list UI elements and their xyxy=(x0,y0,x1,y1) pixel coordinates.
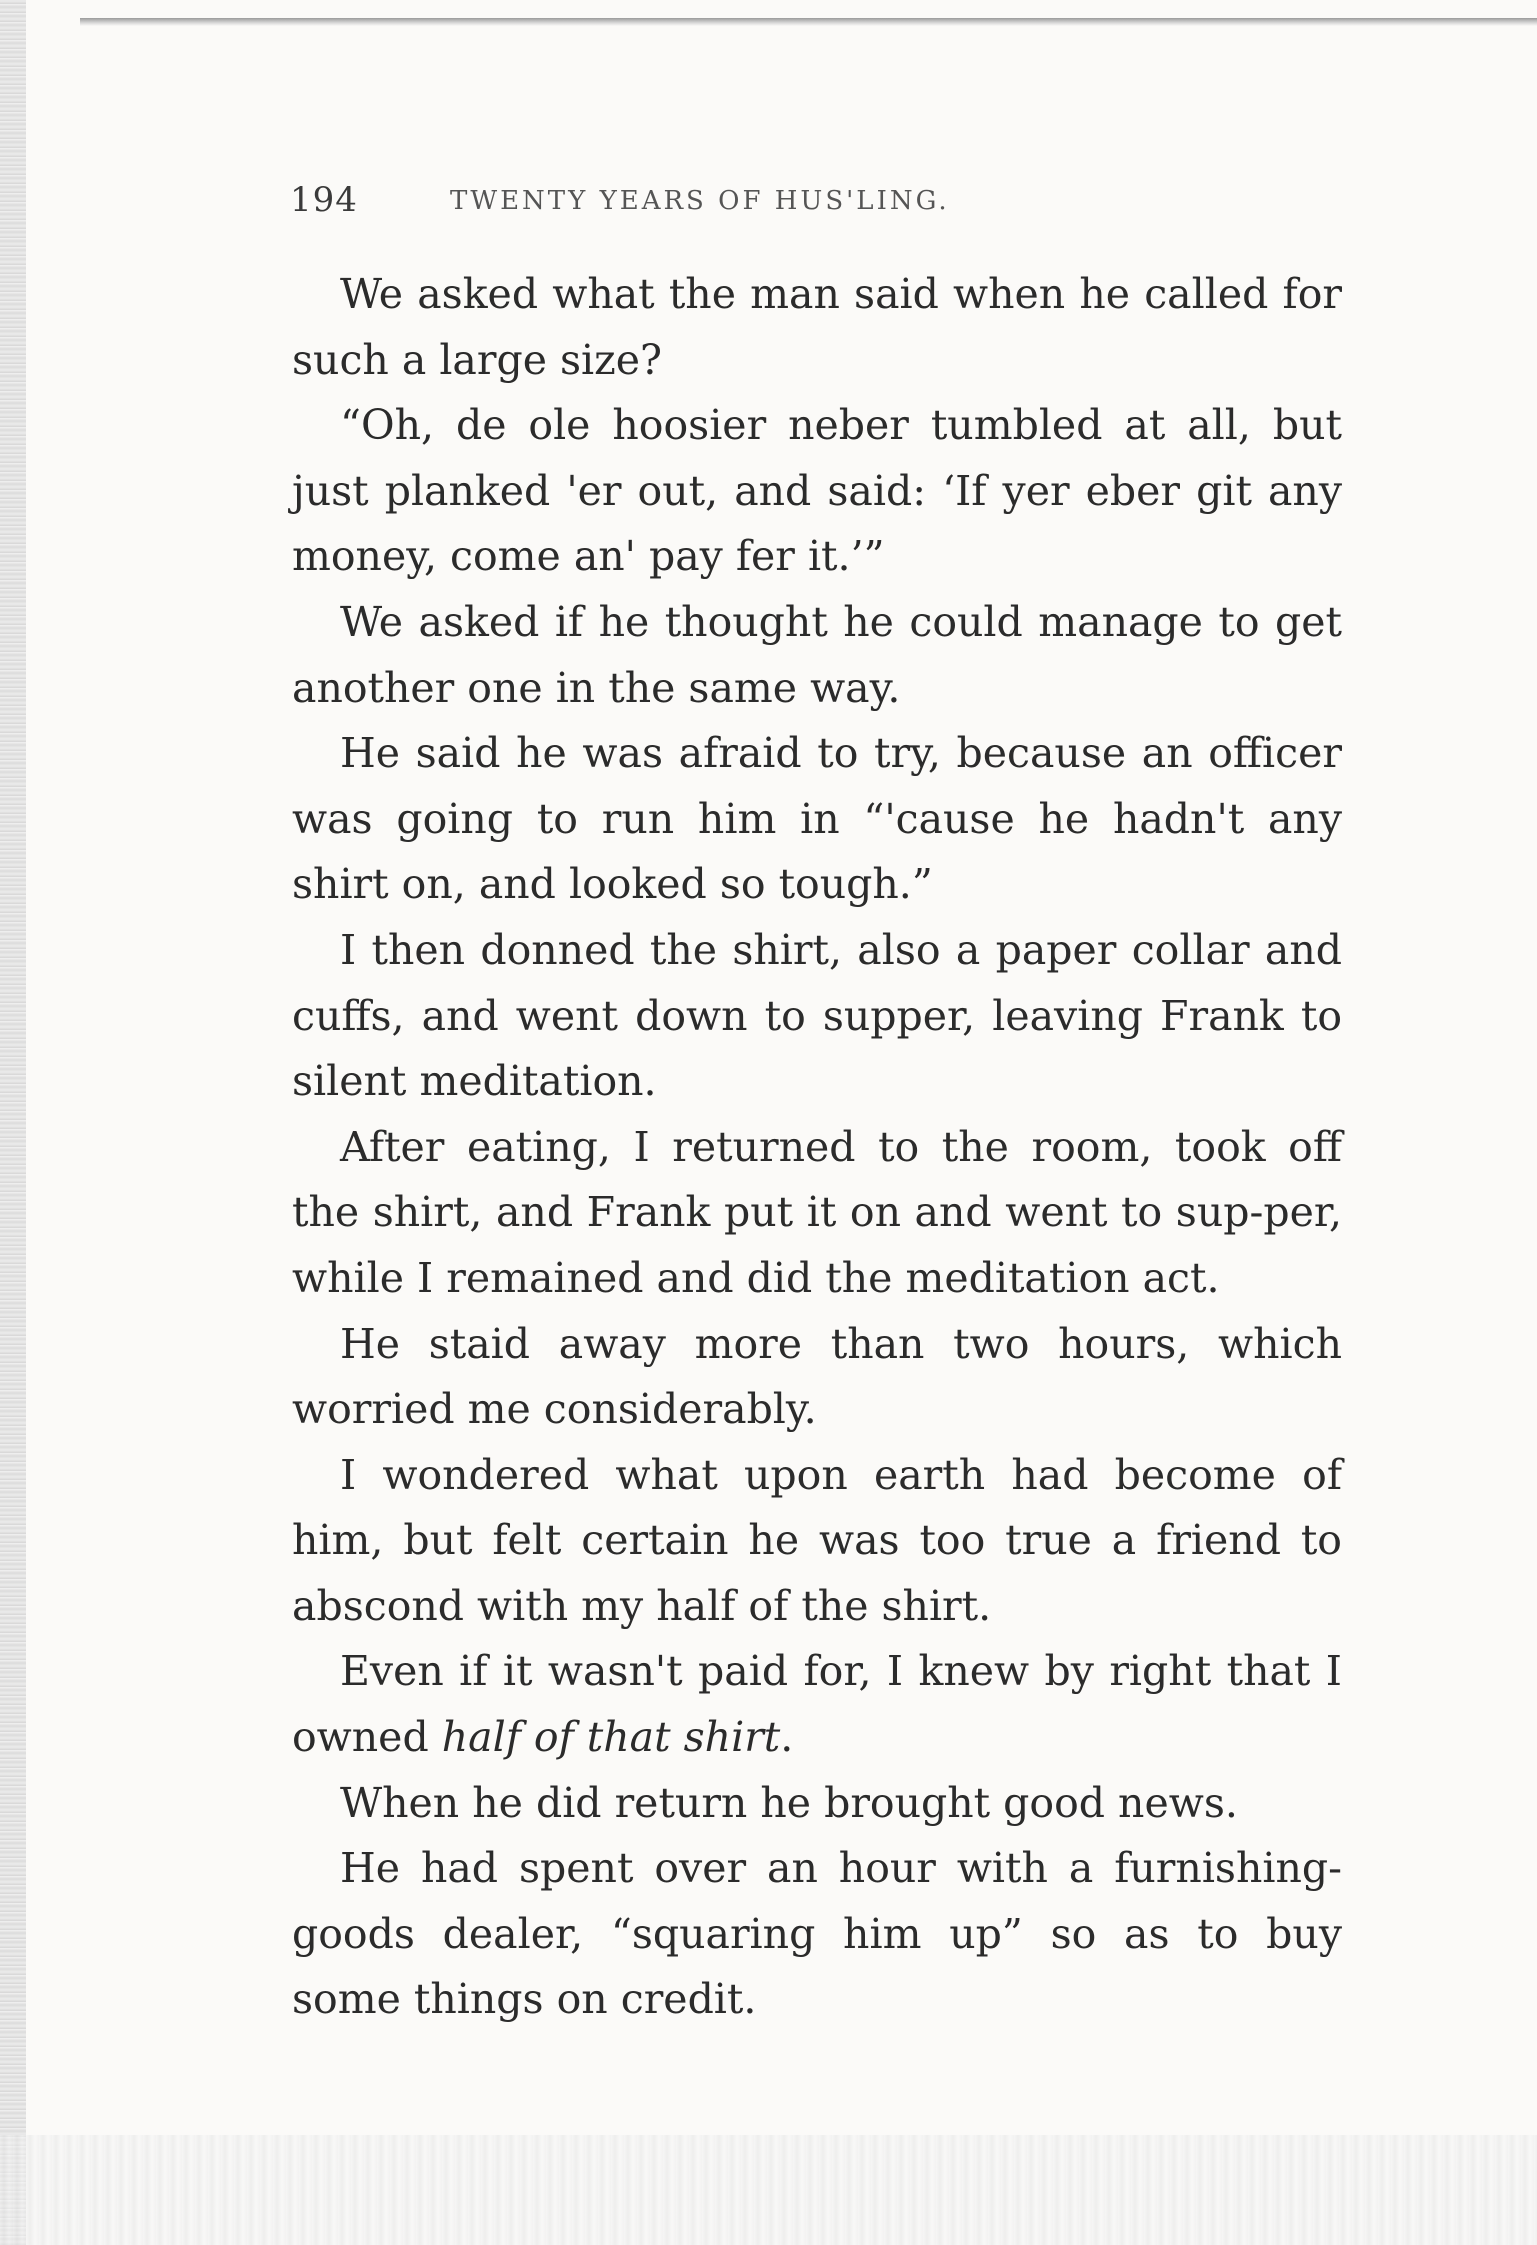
paragraph: I wondered what upon earth had become of him, but felt certain he was too true a friend to abscond with my half of the shirt. xyxy=(292,1450,1342,1630)
paragraph: When he did return he brought good news. xyxy=(340,1778,1238,1827)
paragraph: He staid away more than two hours, which worried me considerably. xyxy=(292,1319,1342,1434)
page-edge-left xyxy=(0,0,26,2245)
paragraph: We asked what the man said when he called for such a large size? xyxy=(292,270,1342,384)
body-text xyxy=(292,262,1342,2033)
running-head: TWENTY YEARS OF HUS'LING. xyxy=(450,186,950,216)
paragraph: I then donned the shirt, also a paper collar and cuffs, and went down to supper, leaving Frank to silent meditation. xyxy=(292,925,1342,1106)
page-edge-top xyxy=(80,18,1537,26)
page-edge-bottom xyxy=(0,2135,1537,2245)
paragraph: “Oh, de ole hoosier neber tumbled at all, but just planked 'er out, and said: ‘If yer eber git any money, come an' pay fer it.’” xyxy=(292,401,1342,581)
paragraph: He said he was afraid to try, because an officer was going to run him in “'cause he hadn't any shirt on, and looked so tough.” xyxy=(292,729,1342,909)
paragraph: He had spent over an hour with a furnishing-goods dealer, “squaring him up” so as to buy some things on credit. xyxy=(292,1844,1342,2024)
owned-text-start: Even if it wasn't paid for, I knew by right that I owned xyxy=(292,1647,1342,1762)
page-number: 194 xyxy=(290,180,358,220)
paragraph: We asked if he thought he could manage to get another one in the same way. xyxy=(292,597,1342,712)
owned-text-italic: half of that shirt xyxy=(441,1713,781,1762)
paragraph-owned-half xyxy=(292,1639,1342,1770)
paragraph: After eating, I returned to the room, took off the shirt, and Frank put it on and went to sup-per, while I remained and did the meditation act. xyxy=(292,1122,1342,1302)
page-header xyxy=(290,180,1350,240)
owned-text-end: . xyxy=(780,1713,794,1762)
